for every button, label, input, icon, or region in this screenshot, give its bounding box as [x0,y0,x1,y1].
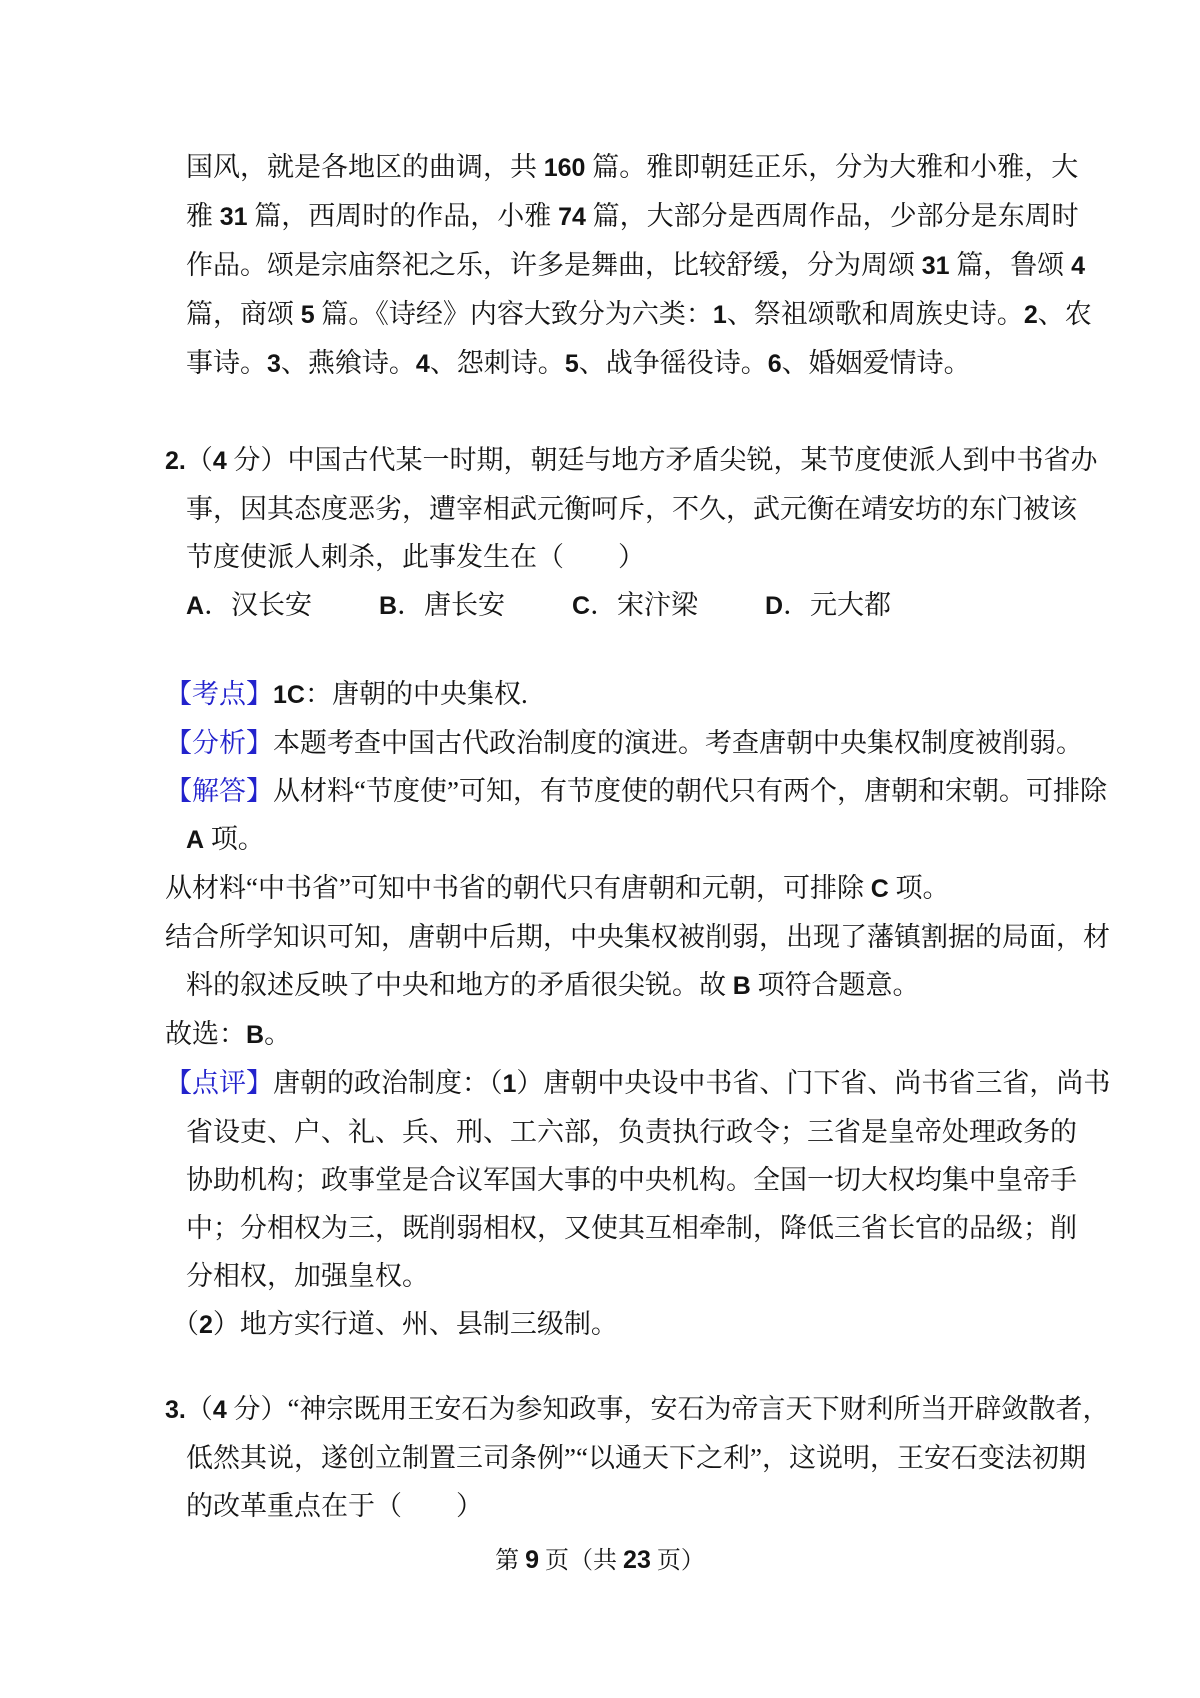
option-d: D．元大都 [765,590,892,620]
question-2-stem-line: 事，因其态度恶劣，遭宰相武元衡呵斥，不久，武元衡在靖安坊的东门被该 [186,494,1077,524]
question-2-options [186,581,1065,630]
kaodian-label: 【考点】 [165,679,273,709]
dianping-text: 唐朝的政治制度：（1）唐朝中央设中书省、门下省、尚书省三省，尚书 [273,1068,1111,1098]
jieda-answer-line: 故选：B。 [165,1019,292,1049]
jieda-text: 从材料“节度使”可知，有节度使的朝代只有两个，唐朝和宋朝。可排除 [273,776,1107,806]
question-3-stem-line: 的改革重点在于（ ） [186,1491,483,1521]
dianping-line: 分相权，加强皇权。 [186,1261,429,1291]
jieda-line: 料的叙述反映了中央和地方的矛盾很尖锐。故 B 项符合题意。 [186,970,920,1000]
spacer [165,1349,1065,1385]
question-3-stem-line: 3.（4 分）“神宗既用王安石为参知政事，安石为帝言天下财利所当开辟敛散者， [165,1394,1110,1424]
jieda-line [165,767,1107,815]
dianping-line [165,1059,1111,1108]
passage-line: 国风，就是各地区的曲调，共 160 篇。雅即朝廷正乐，分为大雅和小雅，大 [186,152,1079,182]
passage [165,143,1092,388]
fenxi-label: 【分析】 [165,728,273,758]
question-2-explanation [165,670,1111,1349]
jieda-line: 从材料“中书省”可知中书省的朝代只有唐朝和元朝，可排除 C 项。 [165,873,950,903]
question-2-stem-line: 2.（4 分）中国古代某一时期，朝廷与地方矛盾尖锐，某节度使派人到中书省办 [165,445,1098,475]
dianping-line: 省设吏、户、礼、兵、刑、工六部，负责执行政令；三省是皇帝处理政务的 [186,1117,1077,1147]
question-2-stem-line: 节度使派人刺杀，此事发生在（ ） [186,542,645,572]
fenxi-text: 本题考查中国古代政治制度的演进。考查唐朝中央集权制度被削弱。 [273,728,1083,758]
question-3-stem-line: 低然其说，遂创立制置三司条例”“以通天下之利”，这说明，王安石变法初期 [186,1443,1086,1473]
kaodian-line [165,670,1065,719]
passage-line: 雅 31 篇，西周时的作品，小雅 74 篇，大部分是西周作品，少部分是东周时 [186,201,1079,231]
question-3 [165,1385,1110,1530]
question-2 [165,436,1098,630]
passage-line: 事诗。3、燕飨诗。4、怨刺诗。5、战争徭役诗。6、婚姻爱情诗。 [186,348,971,378]
page-content [165,143,1111,1530]
jieda-line: A 项。 [186,824,265,854]
jieda-line: 结合所学知识可知，唐朝中后期，中央集权被削弱，出现了藩镇割据的局面，材 [165,922,1110,952]
passage-line: 作品。颂是宗庙祭祀之乐，许多是舞曲，比较舒缓，分为周颂 31 篇，鲁颂 4 [186,250,1085,280]
option-a: A．汉长安 [186,590,313,620]
option-b: B．唐长安 [379,590,506,620]
passage-line: 篇，商颂 5 篇。《诗经》内容大致分为六类：1、祭祖颂歌和周族史诗。2、农 [186,299,1092,329]
spacer [165,388,1065,436]
dianping-label: 【点评】 [165,1068,273,1098]
option-c: C．宋汴梁 [572,590,699,620]
kaodian-text: 1C：唐朝的中央集权. [273,679,528,709]
page-footer: 第 9 页（共 23 页） [495,1546,705,1574]
fenxi-line [165,719,1083,767]
dianping-line: （2）地方实行道、州、县制三级制。 [172,1309,618,1339]
jieda-label: 【解答】 [165,776,273,806]
dianping-line: 协助机构；政事堂是合议军国大事的中央机构。全国一切大权均集中皇帝手 [186,1165,1077,1195]
dianping-line: 中；分相权为三，既削弱相权，又使其互相牵制，降低三省长官的品级；削 [186,1213,1077,1243]
spacer [165,630,1065,670]
